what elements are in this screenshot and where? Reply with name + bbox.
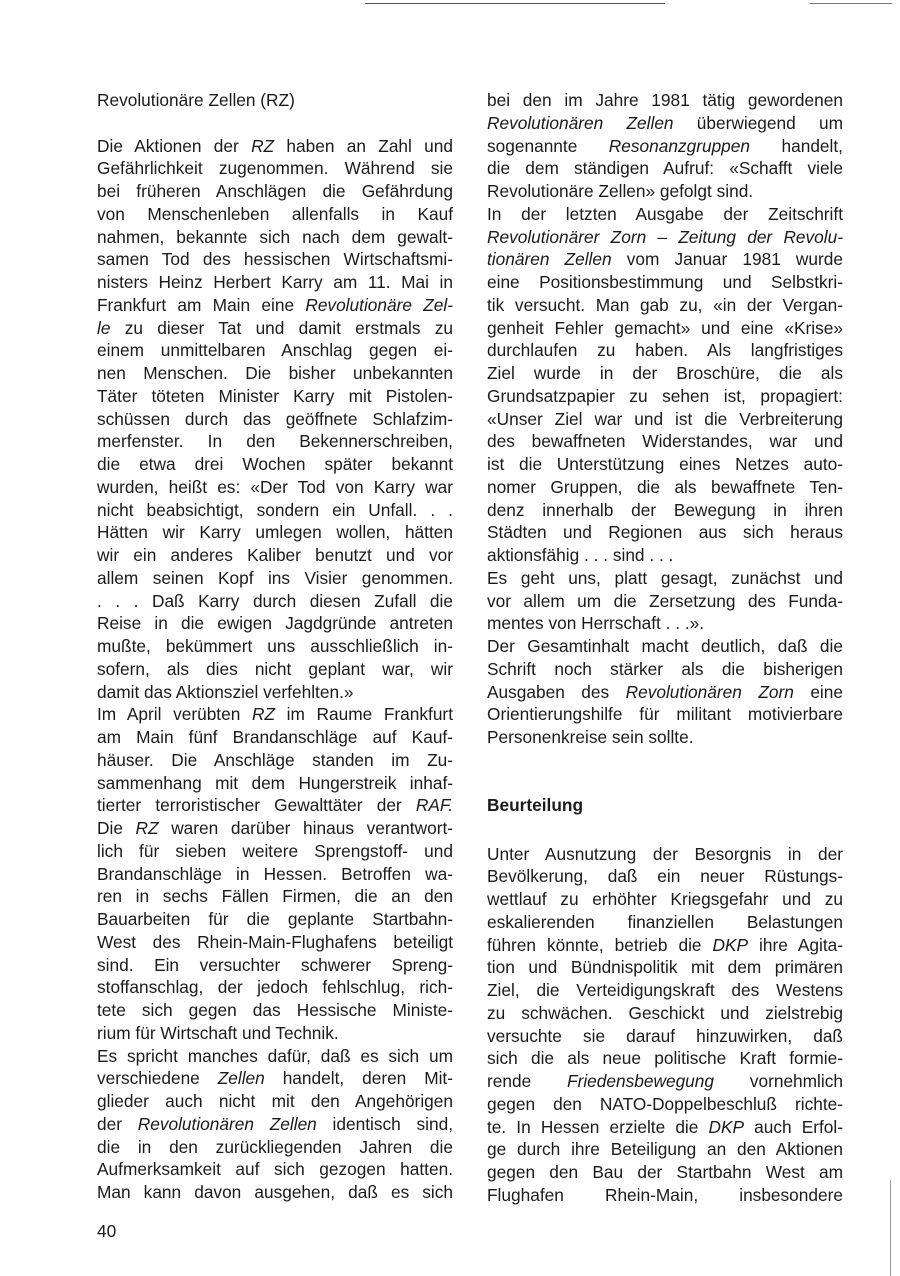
text-line: schüssen durch das geöffnete Schlafzim- [97, 408, 453, 429]
paragraph [487, 843, 843, 1207]
text-line: Täter töteten Minister Karry mit Pistolen- [97, 385, 453, 406]
text-line: merfenster. In den Bekennerschreiben, [97, 431, 453, 452]
text-line: Revolutionäre Zellen» gefolgt sind. [487, 181, 754, 201]
text-line: glieder auch nicht mit den Angehörigen [97, 1091, 453, 1111]
section-heading: Beurteilung [487, 794, 584, 815]
text-line: zu schwächen. Geschickt und zielstrebig [487, 1002, 843, 1023]
text-line: mentes von Herrschaft . . .». [487, 613, 705, 634]
italic-term: Revolutionären Zorn [625, 681, 794, 702]
text-line: die etwa drei Wochen später bekannt [97, 454, 453, 474]
text-line: führen könnte, betrieb die DKP ihre Agita- [487, 934, 844, 955]
italic-term: DKP [712, 934, 749, 955]
text-line: sogenannte Resonanzgruppen handelt, [487, 135, 843, 156]
text-line: nen Menschen. Die bisher unbekannten [97, 363, 453, 383]
text-line: Flughafen Rhein-Main, insbesondere [487, 1184, 843, 1205]
text-line: von Menschenleben allenfalls in Kauf [97, 203, 453, 224]
text-line: Reise in die ewigen Jagdgründe antreten [97, 613, 453, 634]
text-line: versuchte sie darauf hinzuwirken, daß [487, 1025, 843, 1046]
text-line: te. In Hessen erzielte die DKP auch Erfol- [487, 1116, 843, 1137]
text-line: tion und Bündnispolitik mit dem primären [487, 957, 843, 978]
text-line: Orientierungshilfe für militant motivierbare [487, 704, 843, 725]
italic-term: Zellen [217, 1068, 265, 1089]
text-line: Frankfurt am Main eine Revolutionäre Zel- [97, 294, 454, 315]
text-line: mußte, bekümmert uns ausschließlich in- [97, 636, 453, 656]
text-line: wir ein anderes Kaliber benutzt und vor [97, 545, 453, 565]
text-line: West des Rhein-Main-Flughafens beteiligt [97, 931, 453, 952]
text-line: Brandanschläge in Hessen. Betroffen wa- [97, 863, 453, 884]
text-line: denz innerhalb der Bewegung in ihren [487, 499, 843, 520]
text-line: am Main fünf Brandanschläge auf Kauf- [97, 727, 453, 747]
text-line: eine Positionsbestimmung und Selbstkri- [487, 272, 843, 292]
text-line: Revolutionären Zellen überwiegend um [487, 112, 843, 133]
paragraph [487, 635, 843, 749]
italic-term: tionären Zellen [487, 249, 612, 270]
text-line: allem seinen Kopf ins Visier genommen. [97, 567, 453, 588]
paragraph [487, 567, 843, 635]
text-line: In der letzten Ausgabe der Zeitschrift [487, 203, 843, 224]
section-title: Revolutionäre Zellen (RZ) [97, 90, 295, 110]
text-line: der Revolutionären Zellen identisch sind, [97, 1113, 453, 1134]
text-line: des bewaffneten Widerstandes, war und [487, 431, 843, 452]
italic-term: le [97, 317, 111, 338]
scan-rule-top-right [810, 3, 892, 4]
text-line: bei den im Jahre 1981 tätig gewordenen [487, 90, 843, 110]
text-line: bei früheren Anschlägen die Gefährdung [97, 181, 453, 201]
text-line: rende Friedensbewegung vornehmlich [487, 1071, 843, 1091]
scan-rule-top [365, 3, 665, 4]
paragraph [97, 135, 453, 704]
text-line: gegen den NATO-Doppelbeschluß richte- [487, 1093, 843, 1114]
paragraph [97, 1045, 453, 1204]
text-line: samen Tod des hessischen Wirtschaftsmi- [97, 249, 453, 270]
italic-term: Friedensbewegung [567, 1071, 715, 1091]
text-line: Ausgaben des Revolutionären Zorn eine [487, 681, 843, 702]
text-line: vor allem um die Zersetzung des Funda- [487, 590, 843, 611]
text-line: rium für Wirtschaft und Technik. [97, 1022, 339, 1043]
text-line: lich für sieben weitere Sprengstoff- und [97, 840, 453, 861]
text-line: eskalierenden finanziellen Belastungen [487, 911, 843, 932]
text-line: tierter terroristischer Gewalttäter der RAF. [97, 795, 453, 816]
text-line: nicht beabsichtigt, sondern ein Unfall. . . [97, 499, 453, 520]
text-line: Bauarbeiten für die geplante Startbahn- [97, 909, 453, 929]
text-line: sammenhang mit dem Hungerstreik inhaf- [97, 772, 453, 793]
text-line: Es geht uns, platt gesagt, zunächst und [487, 567, 843, 588]
text-line: ren in sechs Fällen Firmen, die an den [97, 886, 453, 907]
italic-term: DKP [708, 1116, 745, 1137]
text-line: gegen den Bau der Startbahn West am [487, 1162, 843, 1182]
italic-term: RZ [251, 704, 276, 725]
text-line: Die Aktionen der RZ haben an Zahl und [97, 135, 454, 156]
italic-term: RZ [135, 818, 159, 838]
text-line: Bevölkerung, daß ein neuer Rüstungs- [487, 866, 843, 887]
text-line: verschiedene Zellen handelt, deren Mit- [97, 1068, 453, 1089]
text-line: damit das Aktionsziel verfehlten.» [97, 681, 354, 702]
text-line: nahmen, bekannte sich nach dem gewalt- [97, 226, 453, 247]
italic-term: Revolutionäre Zel- [305, 294, 454, 315]
text-line: «Unser Ziel war und ist die Verbreiterung [487, 408, 843, 429]
page-number: 40 [97, 1221, 117, 1241]
text-line: die dem ständigen Aufruf: «Schafft viele [487, 158, 843, 179]
text-line: sind. Ein versuchter schwerer Spreng- [97, 954, 453, 975]
paragraph [97, 703, 453, 1044]
text-line: sofern, als dies nicht geplant war, wir [97, 658, 453, 679]
text-line: . . . Daß Karry durch diesen Zufall die [97, 590, 453, 611]
text-line: wurden, heißt es: «Der Tod von Karry war [97, 476, 453, 497]
scan-edge-line [890, 1180, 891, 1276]
italic-term: Revolutionären Zellen [137, 1113, 317, 1134]
left-column [97, 89, 453, 1204]
text-line: einem unmittelbaren Anschlag gegen ei- [97, 340, 453, 361]
text-line: Unter Ausnutzung der Besorgnis in der [487, 843, 843, 864]
text-line: wettlauf zu erhöhter Kriegsgefahr und zu [487, 889, 843, 909]
text-line [487, 226, 843, 249]
text-line: Aufmerksamkeit auf sich gezogen hatten. [97, 1159, 453, 1180]
text-line: durchlaufen zu haben. Als langfristiges [487, 340, 843, 361]
text-line: ist die Unterstützung eines Netzes auto- [487, 454, 843, 474]
text-line: Hätten wir Karry umlegen wollen, hätten [97, 522, 453, 543]
text-line: stoffanschlag, der jedoch fehlschlug, rich- [97, 977, 453, 998]
text-line: aktionsfähig . . . sind . . . [487, 545, 674, 565]
text-line: ge durch ihre Beteiligung an den Aktionen [487, 1139, 843, 1160]
paragraph [487, 203, 843, 567]
text-line: die in den zurückliegenden Jahren die [97, 1136, 453, 1157]
text-line: tik versucht. Man gab zu, «in der Vergan- [487, 294, 843, 315]
text-line: Grundsatzpapier zu sehen ist, propagiert: [487, 385, 843, 406]
text-line: Personenkreise sein sollte. [487, 727, 694, 747]
text-line: nomer Gruppen, die als bewaffnete Ten- [487, 476, 843, 497]
italic-term: RZ [251, 135, 275, 156]
italic-term: Resonanzgruppen [608, 135, 751, 156]
text-line: Der Gesamtinhalt macht deutlich, daß die [487, 636, 843, 656]
text-line: le zu dieser Tat und damit erstmals zu [97, 317, 453, 338]
text-line: Schrift noch stärker als die bisherigen [487, 658, 843, 679]
text-line: genheit Fehler gemacht» und eine «Krise» [487, 317, 843, 338]
text-line: Städten und Regionen aus sich heraus [487, 522, 843, 543]
right-column [487, 89, 843, 1207]
italic-term: Revolutionärer Zorn – Zeitung der Revolu- [487, 226, 843, 247]
paragraph [487, 89, 843, 203]
text-line: Ziel wurde in der Broschüre, die als [487, 363, 843, 383]
text-line: tionären Zellen vom Januar 1981 wurde [487, 249, 843, 270]
text-line: sich die als neue politische Kraft formie- [487, 1048, 843, 1069]
text-line: häuser. Die Anschläge standen im Zu- [97, 749, 453, 770]
text-line: Die RZ waren darüber hinaus verantwort- [97, 818, 453, 838]
text-line: Ziel, die Verteidigungskraft des Westens [487, 980, 843, 1000]
italic-term: RAF. [415, 795, 453, 816]
italic-term: Revolutionären Zellen [487, 112, 674, 133]
text-line: Es spricht manches dafür, daß es sich um [97, 1045, 453, 1066]
text-line: tete sich gegen das Hessische Ministe- [97, 1000, 453, 1020]
text-line: Gefährlichkeit zugenommen. Während sie [97, 158, 453, 179]
text-line: nisters Heinz Herbert Karry am 11. Mai in [97, 272, 453, 292]
text-line: Im April verübten RZ im Raume Frankfurt [97, 704, 453, 725]
text-line: Man kann davon ausgehen, daß es sich [97, 1182, 453, 1202]
